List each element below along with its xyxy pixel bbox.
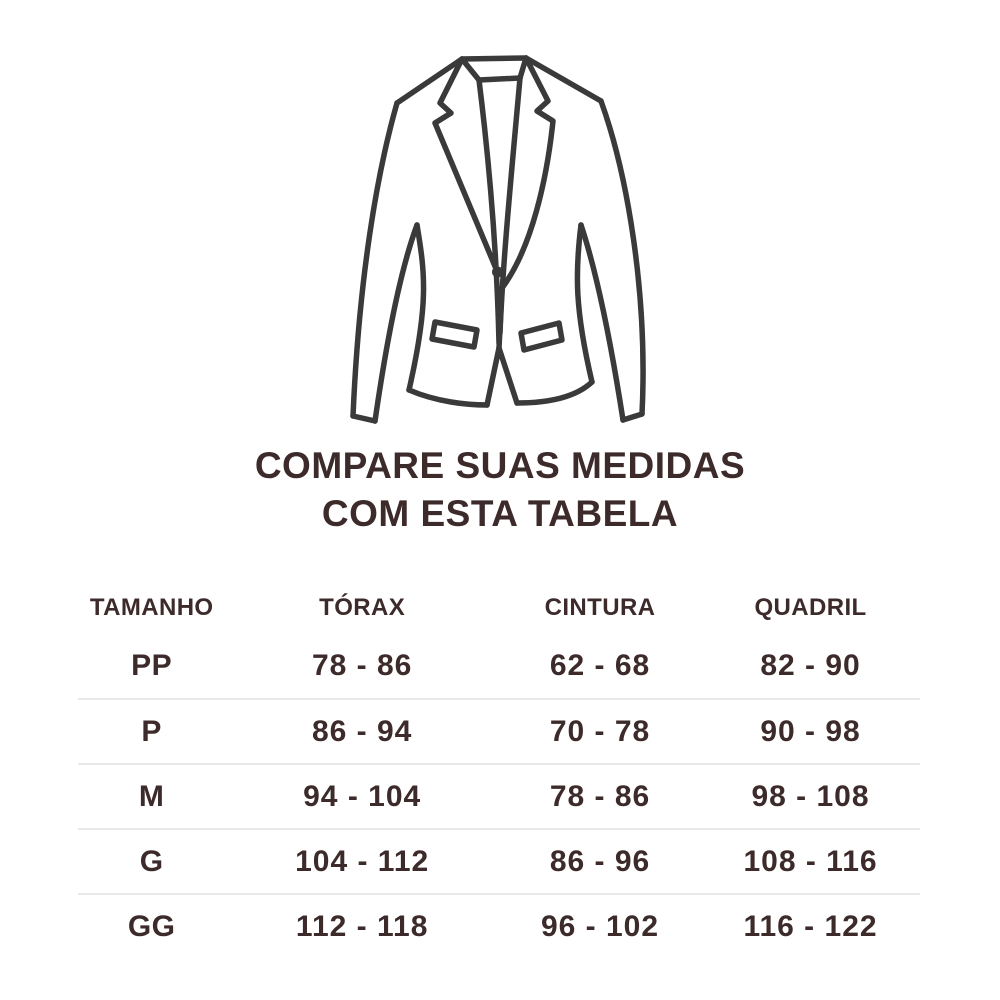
pocket-flap-left — [432, 322, 477, 347]
blazer-illustration — [339, 48, 661, 440]
torax-range: 78 - 86 — [311, 648, 413, 682]
size-label: GG — [127, 909, 176, 943]
blazer-svg — [339, 48, 661, 440]
size-label: PP — [131, 648, 173, 682]
cintura-range: 86 - 96 — [549, 844, 651, 878]
quadril-range: 98 - 108 — [751, 779, 870, 813]
table-row-m — [78, 765, 920, 830]
size-label: G — [139, 844, 164, 878]
table-row-gg — [78, 895, 920, 958]
table-row-p — [78, 700, 920, 765]
torax-range: 94 - 104 — [303, 779, 422, 813]
title-line-2: COM ESTA TABELA — [321, 493, 679, 534]
torax-range: 86 - 94 — [311, 714, 413, 748]
table-header-row — [78, 584, 920, 631]
column-header-tamanho: TAMANHO — [89, 593, 214, 621]
cintura-range: 62 - 68 — [549, 648, 651, 682]
blazer-outline — [353, 58, 643, 421]
size-table — [78, 584, 920, 958]
size-label: P — [141, 714, 162, 748]
page-title — [0, 442, 1000, 538]
torax-range: 112 - 118 — [295, 909, 429, 943]
quadril-range: 108 - 116 — [743, 844, 878, 878]
table-row-g — [78, 830, 920, 895]
column-header-torax: TÓRAX — [319, 593, 406, 621]
cintura-range: 70 - 78 — [549, 714, 651, 748]
cintura-range: 96 - 102 — [540, 909, 660, 943]
cintura-range: 78 - 86 — [549, 779, 651, 813]
title-line-1: COMPARE SUAS MEDIDAS — [254, 445, 746, 486]
quadril-range: 116 - 122 — [743, 909, 878, 943]
table-row-pp — [78, 631, 920, 700]
quadril-range: 90 - 98 — [760, 714, 861, 748]
column-header-quadril: QUADRIL — [754, 593, 867, 621]
torax-range: 104 - 112 — [295, 844, 430, 878]
column-header-cintura: CINTURA — [544, 593, 656, 621]
pocket-flap-right — [521, 323, 562, 350]
quadril-range: 82 - 90 — [760, 648, 861, 682]
size-label: M — [138, 779, 165, 813]
blazer-button-dot — [492, 267, 503, 278]
